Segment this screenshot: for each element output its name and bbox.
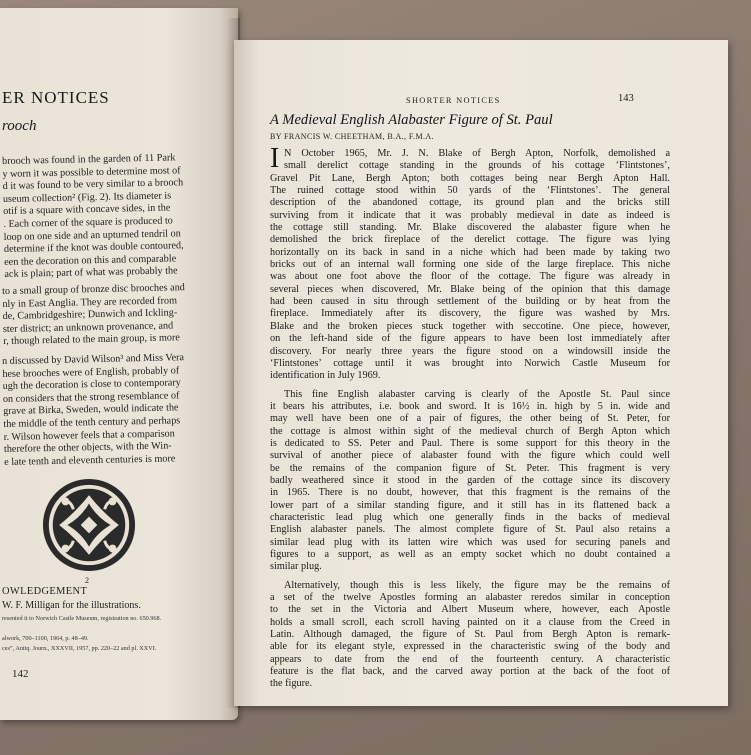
left-text-line: . Each corner of the square is produced to: [3, 215, 173, 230]
left-text-line: n discussed by David Wilson³ and Miss Vera: [2, 352, 185, 367]
body-text-line: is dedicated to SS. Peter and Paul. There is some support for this theory in the: [270, 437, 670, 449]
body-text-line: figures to a support, as well as an empty socket which no doubt contained a: [270, 549, 670, 560]
body-text-line: ‘Flintstones’ cottage until it was brought into Norwich Castle Museum for: [270, 357, 670, 369]
body-text-line: feature is the flat back, and the carved away portion at the back of the foot of: [270, 666, 670, 678]
body-text-line: demolished the brick fireplace of the derelict cottage. The figure was lying: [270, 234, 670, 246]
left-text-line: loop on one side and an upturned tendril on: [3, 227, 181, 243]
body-text-line: The ruined cottage stood within 50 yards of the ‘Flintstones’. The general: [270, 185, 670, 197]
figure-label: 2: [85, 576, 89, 585]
article-byline: BY FRANCIS W. CHEETHAM, B.A., F.M.A.: [270, 132, 434, 141]
left-text-line: een the decoration on this and comparable: [4, 253, 177, 268]
body-text-line: horizontally on its back in sand in a niche which had been made by taking two: [270, 246, 670, 258]
body-text-line: description of the abandoned cottage, its ground plan and the bricks still: [270, 197, 670, 209]
body-text-line: Latin. Although damaged, the figure of St. Paul from Bergh Apton is remark-: [270, 629, 670, 641]
body-text-line: the cottage is almost within sight of the medieval church of Bergh Apton which: [270, 425, 670, 437]
footnote-3: ces”, Antiq. Journ., XXXVII, 1957, pp. 220–22 and pl. XXVI.: [2, 645, 157, 652]
left-text-line: hese brooches were of English, probably of: [2, 364, 180, 380]
left-text-line: ster district; an unknown provenance, and: [2, 320, 174, 335]
body-text-line: English alabaster panels. The almost complete figure of St. Paul also retains a: [270, 524, 670, 536]
left-page: [0, 8, 238, 720]
body-text-line: appears to date from the end of the fourteenth century. A characteristic: [270, 653, 670, 665]
body-text-line: may well have been one of a pair of figures, the other being of St. Peter, for: [270, 413, 670, 425]
body-text-line: similar lead plug with its latten wire which was used for securing panels and: [270, 536, 670, 548]
body-text-line: it bears his attributes, i.e. book and sword. It is 16½ in. high by 5 in. wide and: [270, 400, 670, 412]
body-text-line: Alternatively, though this is less likely, the figure may be the remains of: [284, 579, 670, 591]
left-text-line: ack is plain; part of what was probably the: [4, 265, 178, 281]
body-text-line: identification in July 1969.: [270, 370, 381, 382]
body-text-line: bricks out of an internal wall forming one side of the large fireplace. This niche: [270, 259, 670, 271]
body-text-line: Gravel Pit Lane, Bergh Apton; both cottages being near Bergh Apton Hall.: [270, 172, 670, 184]
body-text-line: small derelict cottage standing in the grounds of his cottage ‘Flintstones’,: [284, 160, 670, 172]
left-text-line: e late tenth and eleventh centuries is more: [4, 453, 176, 468]
acknowledgement-heading: OWLEDGEMENT: [2, 586, 88, 597]
body-text-line: Blake and the broken pieces stuck together with seccotine. One piece, however,: [270, 320, 670, 332]
body-text-line: characteristic lead plug which one generally finds in the backs of medieval: [270, 511, 670, 523]
body-text-line: badly weathered since it stood in the garden of the cottage since its discovery: [270, 474, 670, 486]
article-body: [270, 143, 670, 691]
right-page: [234, 40, 728, 706]
body-text-line: the cottage still standing. Mr. Blake discovered the alabaster figure when he: [270, 222, 670, 234]
body-text-line: surviving from it indicate that it was probably medieval in date as indeed is: [270, 209, 670, 221]
body-text-line: holds a small scroll, each scroll having painted on it a clause from the Creed in: [270, 616, 670, 628]
body-text-line: several pieces when discovered, Mr. Blake being of the opinion that this damage: [270, 283, 670, 295]
body-text-line: had been caused in situ through settlement of the building or by heat from the: [270, 296, 670, 308]
left-text-line: y worn it was possible to determine most of: [2, 164, 181, 180]
drop-cap: I: [270, 143, 280, 174]
body-text-line: similar plug.: [270, 561, 322, 573]
left-text-line: otif is a square with concave sides, in the: [3, 202, 171, 218]
left-page-header: ER NOTICES: [2, 88, 110, 107]
left-text-line: useum collection² (Fig. 2). Its diameter is: [2, 190, 172, 205]
right-page-number: 143: [618, 93, 634, 104]
left-text-line: r. Wilson however feels that a comparison: [3, 427, 175, 443]
body-text-line: N October 1965, Mr. J. N. Blake of Bergh Apton, Norfolk, demolished a: [284, 148, 670, 159]
body-text-line: able for its elegant style, expressed in the characteristic swing of the body and: [270, 641, 670, 653]
left-paragraph-2: [2, 282, 186, 349]
body-text-line: fireplace. Immediately after its discovery, the figure was washed by Mrs.: [270, 308, 670, 320]
footnote-1: resented it to Norwich Castle Museum, registration no. 650.968.: [2, 615, 162, 622]
left-text-line: nly in East Anglia. They are recorded from: [2, 294, 178, 310]
acknowledgement-text: W. F. Milligan for the illustrations.: [2, 600, 141, 611]
left-text-line: grave at Birka, Sweden, would indicate the: [3, 402, 179, 418]
left-text-line: on considers that the strong resemblance of: [2, 390, 180, 405]
body-text-line: was about one foot above the floor of the cottage. The figure was already in: [270, 271, 670, 283]
left-text-line: to a small group of bronze disc brooches and: [2, 282, 185, 297]
left-page-number: 142: [12, 668, 29, 680]
left-paragraph-3: [2, 352, 186, 469]
left-text-line: therefore the other objects, with the Win-: [3, 440, 172, 456]
left-paragraph-1: [2, 152, 185, 282]
left-text-line: de, Cambridgeshire; Dunwich and Ickling-: [2, 307, 178, 323]
body-text-line: in 1965. There is no doubt, however, that this fragment is the remains of the: [270, 487, 670, 499]
left-text-line: r, though related to the main group, is more: [3, 332, 180, 348]
body-text-line: on the left-hand side of the figure appears to have been lost immediately after: [270, 333, 670, 345]
left-page-subheader: rooch: [2, 118, 37, 134]
footnote-2: alwork, 700–1100, 1964, p. 48–49.: [2, 635, 89, 642]
article-title: A Medieval English Alabaster Figure of St. Paul: [270, 112, 553, 128]
body-text-line: to the set in the Victoria and Albert Museum where, however, each Apostle: [270, 604, 670, 616]
body-text-line: be the remains of the companion figure of St. Peter. This fragment is very: [270, 462, 670, 474]
left-text-line: ugh the decoration is close to contemporary: [2, 377, 181, 393]
body-text-line: the figure.: [270, 678, 313, 690]
body-text-line: a set of the twelve Apostles forming an alabaster reredos similar in conception: [270, 592, 670, 604]
body-text-line: This fine English alabaster carving is clearly of the Apostle St. Paul since: [284, 388, 670, 400]
brooch-figure-illustration: [40, 476, 138, 574]
running-head: SHORTER NOTICES: [406, 96, 501, 105]
left-text-line: determine if the knot was double contoured,: [3, 240, 184, 256]
left-text-line: the middle of the tenth century and perhaps: [3, 415, 181, 430]
body-text-line: lower part of a similar standing figure, and it still has in its flattened back a: [270, 499, 670, 511]
left-text-line: d it was found to be very similar to a brooch: [2, 177, 184, 193]
left-text-line: brooch was found in the garden of 11 Park: [2, 152, 176, 167]
body-text-line: survival of another piece of alabaster found with the figure which could well: [270, 450, 670, 462]
body-text-line: discovery. For nearly three years the figure stood on a windowsill inside the: [270, 345, 670, 357]
